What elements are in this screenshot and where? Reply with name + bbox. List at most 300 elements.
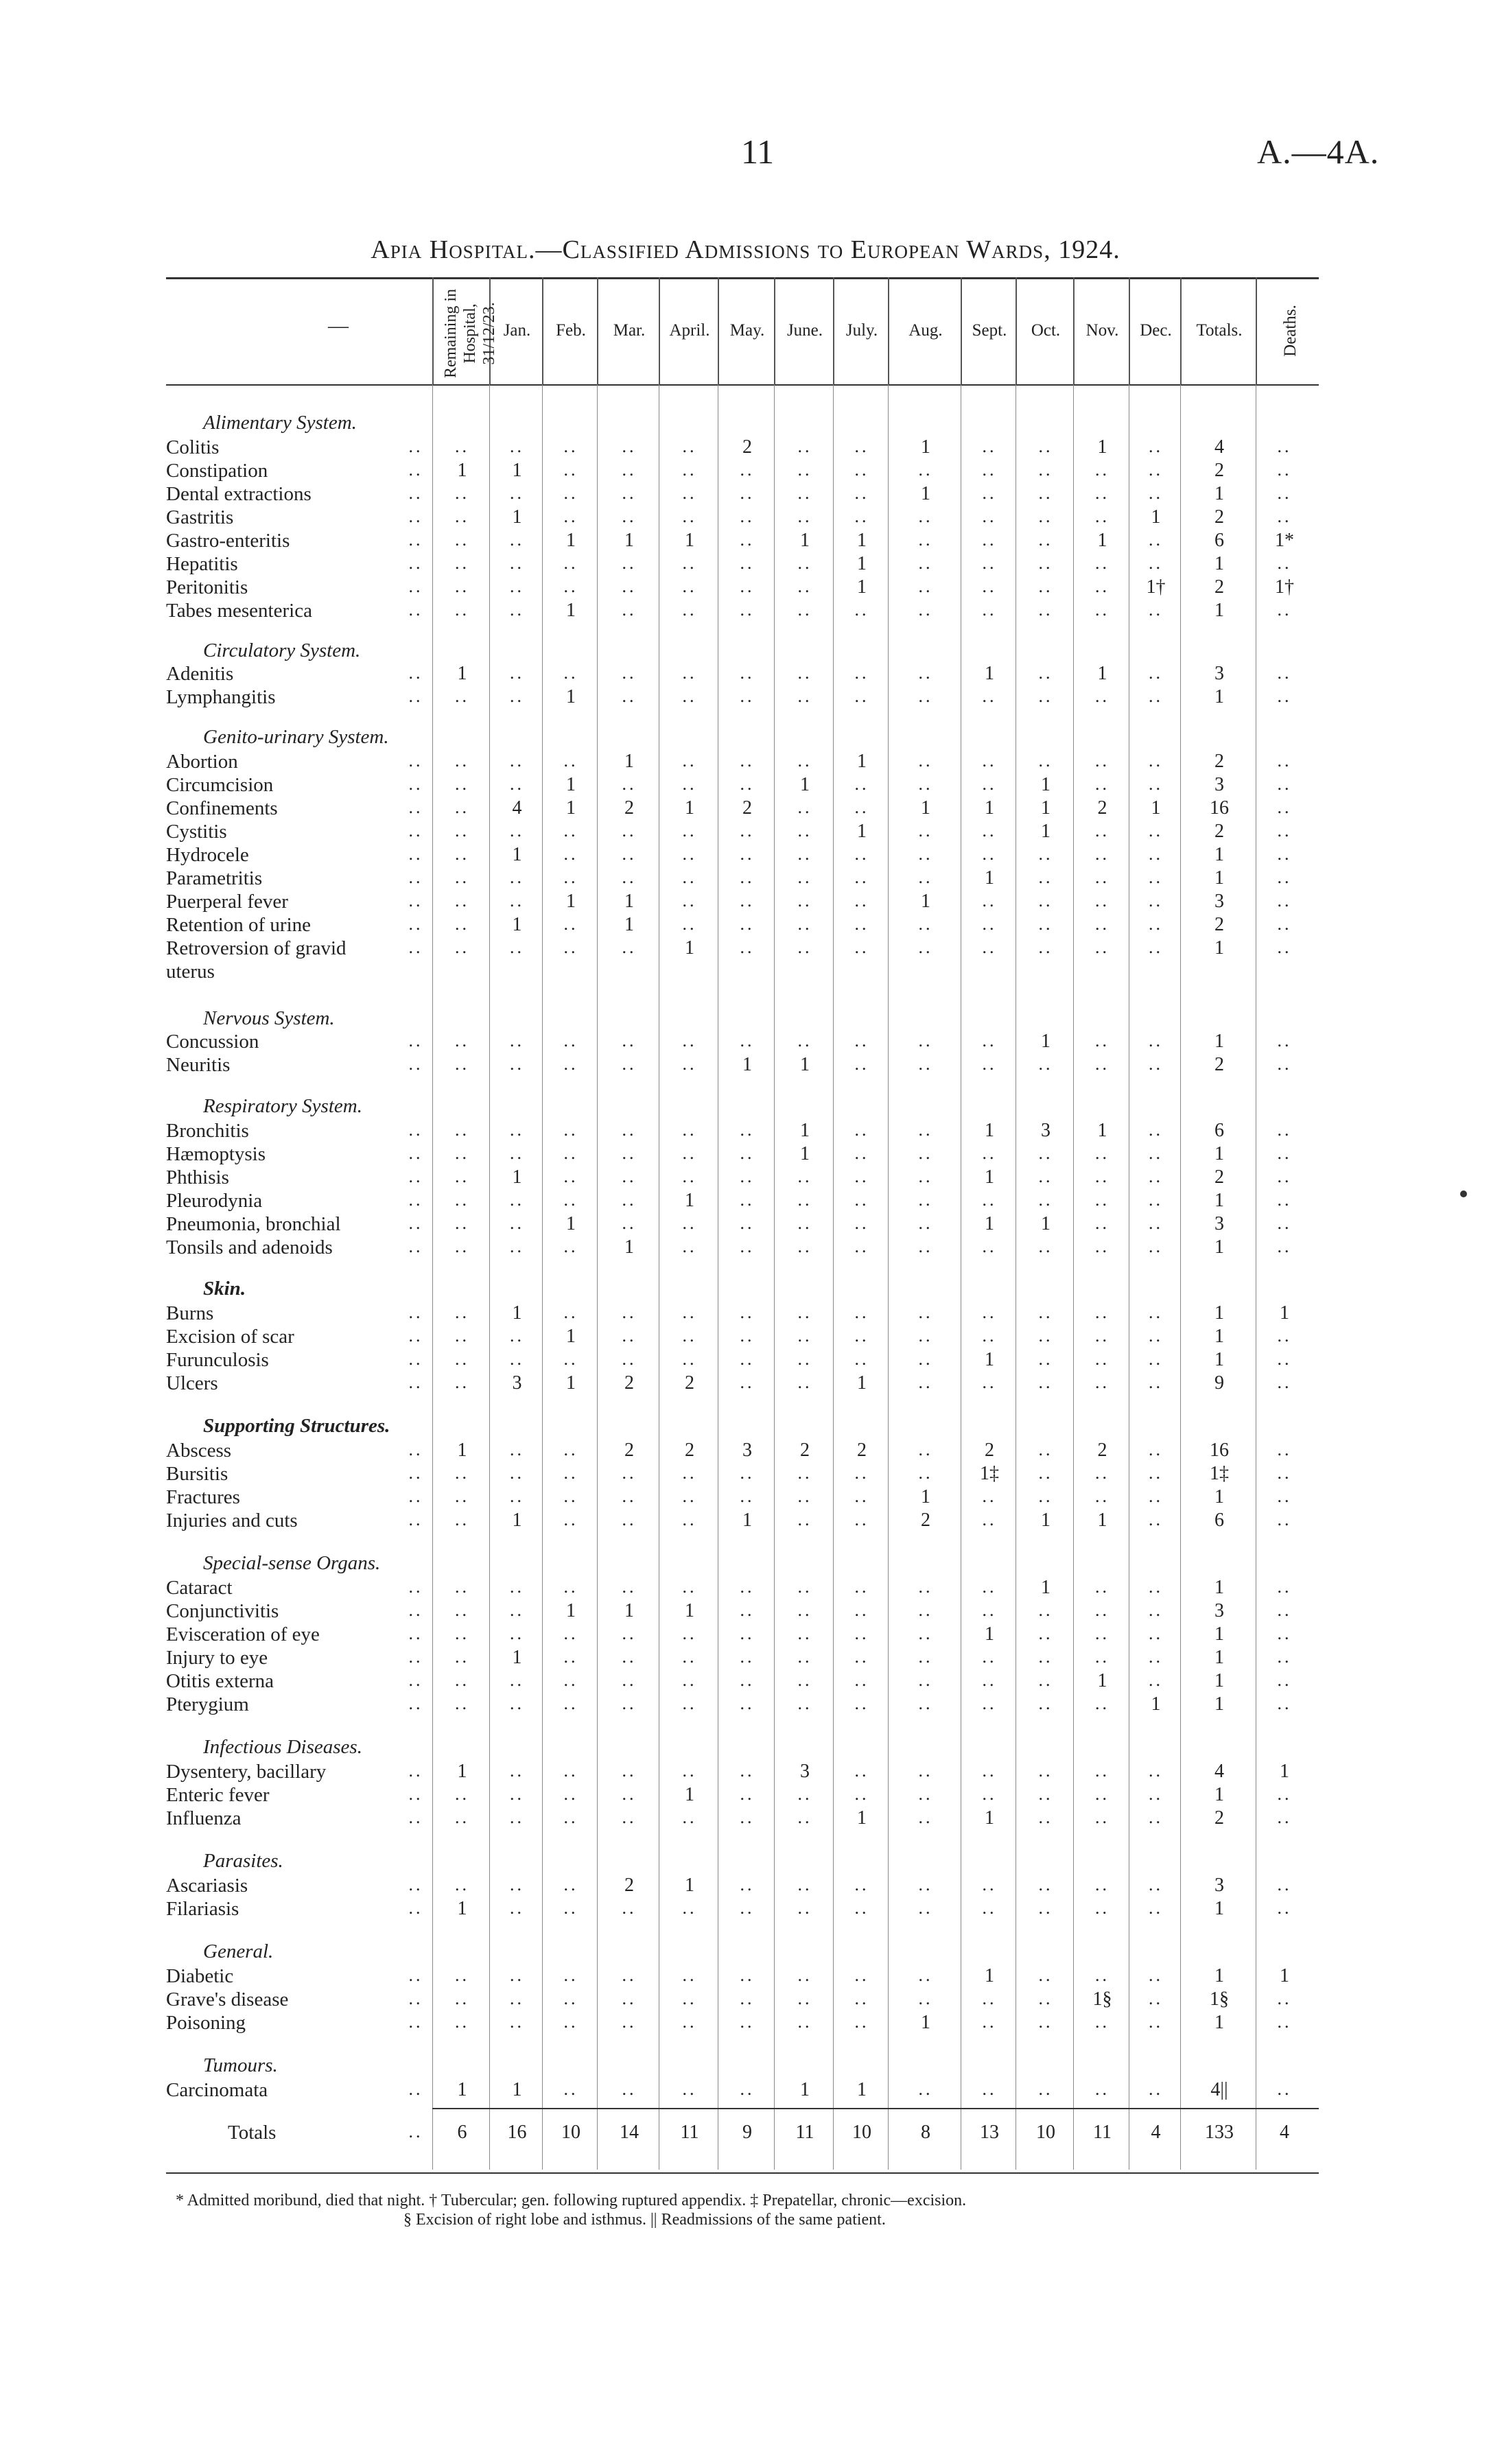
totals-cell: 14 [620,2122,639,2143]
table-cell: .. [982,914,997,934]
table-cell: .. [1277,1807,1292,1827]
table-cell: .. [455,1326,469,1346]
table-cell: .. [563,1965,578,1985]
table-cell: .. [455,1807,469,1827]
table-cell: .. [740,2079,755,2099]
table-cell: .. [1277,553,1292,573]
table-cell: .. [1038,1372,1053,1392]
label-leader-dots: .. [408,867,423,887]
table-cell: 1 [857,576,867,598]
table-cell: .. [563,1190,578,1210]
row-label: Diabetic [166,1965,234,1987]
table-cell: 9 [1214,1372,1224,1394]
table-cell: .. [982,530,997,550]
table-cell: 1 [1280,1761,1289,1782]
section-heading: Infectious Diseases. [203,1736,362,1758]
table-cell: .. [510,1143,524,1163]
table-cell: .. [1095,1031,1110,1051]
table-cell: .. [1149,686,1163,706]
table-cell: 1 [1151,506,1161,528]
table-cell: .. [622,1670,637,1690]
table-cell: .. [1149,1510,1163,1529]
table-cell: .. [510,1486,524,1506]
label-leader-dots: .. [408,1486,423,1506]
table-cell: 1 [800,774,810,795]
table-cell: 1 [566,797,576,819]
table-cell: .. [982,1372,997,1392]
table-cell: 1 [1214,1143,1224,1164]
table-cell: 1 [921,2012,930,2033]
table-cell: .. [622,1510,637,1529]
table-cell: .. [740,2012,755,2032]
table-cell: .. [622,460,637,480]
table-cell: .. [455,2012,469,2032]
row-label: Lymphangitis [166,686,276,708]
table-cell: 1 [985,1349,994,1370]
table-cell: .. [740,1166,755,1186]
row-label: Burns [166,1302,214,1324]
table-cell: .. [510,1807,524,1827]
table-cell: .. [563,1898,578,1918]
table-cell: 1 [1214,1693,1224,1715]
table-cell: .. [740,844,755,864]
table-cell: .. [1095,751,1110,771]
table-cell: .. [797,436,812,456]
table-cell: .. [740,530,755,550]
table-cell: .. [622,483,637,503]
table-cell: .. [1095,1166,1110,1186]
label-leader-dots: .. [408,483,423,503]
table-cell: 1 [857,821,867,842]
table-cell: .. [622,1349,637,1369]
table-cell: 2 [1214,460,1224,481]
table-cell: .. [510,436,524,456]
table-cell: .. [918,1143,933,1163]
totals-cell: 133 [1205,2122,1234,2143]
table-cell: 1 [566,600,576,621]
table-cell: .. [918,867,933,887]
table-cell: .. [455,553,469,573]
table-cell: .. [854,483,869,503]
table-cell: .. [622,1031,637,1051]
table-cell: .. [682,1463,697,1483]
table-cell: .. [1095,1190,1110,1210]
table-cell: 1 [1214,1302,1224,1324]
table-cell: .. [1149,1054,1163,1074]
table-cell: .. [797,600,812,620]
table-cell: .. [740,914,755,934]
table-cell: .. [740,1143,755,1163]
table-cell: .. [982,891,997,911]
row-label: Tabes mesenterica [166,600,312,622]
table-cell: .. [854,663,869,683]
row-label: Otitis externa [166,1670,274,1692]
table-cell: 2 [921,1510,930,1531]
table-cell: .. [510,1349,524,1369]
table-cell: .. [797,576,812,596]
table-cell: .. [1095,600,1110,620]
table-cell: .. [797,663,812,683]
table-cell: .. [854,1190,869,1210]
table-cell: .. [797,506,812,526]
table-cell: .. [918,1898,933,1918]
table-cell: .. [982,2012,997,2032]
table-cell: .. [740,1463,755,1483]
label-leader-dots: .. [408,1623,423,1643]
table-cell: .. [740,1623,755,1643]
header-month-may: May. [729,321,765,340]
totals-cell: 8 [921,2122,930,2143]
label-leader-dots: .. [408,751,423,771]
table-cell: .. [797,1898,812,1918]
table-title: Apia Hospital.—Classified Admissions to European Wards, 1924. [371,235,1120,264]
table-cell: .. [622,1143,637,1163]
section-heading: General. [203,1940,274,1962]
table-cell: 1 [1214,1326,1224,1347]
table-cell: .. [455,1965,469,1985]
table-cell: 1 [1097,530,1107,551]
table-cell: .. [563,436,578,456]
table-cell: .. [1149,1120,1163,1140]
table-cell: .. [854,844,869,864]
table-cell: .. [918,1213,933,1233]
table-cell: .. [797,821,812,841]
table-cell: 1 [512,1510,522,1531]
table-cell: .. [563,1120,578,1140]
table-cell: 1 [457,460,467,481]
table-cell: 1 [921,797,930,819]
table-cell: 6 [1214,1510,1224,1531]
row-label: Colitis [166,436,220,458]
table-cell: 1 [1214,1784,1224,1805]
table-cell: 1 [685,1190,694,1211]
table-cell: .. [622,1054,637,1074]
table-cell: .. [510,1213,524,1233]
table-cell: .. [1038,1486,1053,1506]
table-cell: .. [854,1875,869,1894]
table-cell: .. [682,600,697,620]
table-cell: .. [563,1510,578,1529]
label-leader-dots: .. [408,937,423,957]
table-cell: .. [682,1965,697,1985]
table-cell: 1 [566,1600,576,1621]
table-cell: .. [740,867,755,887]
table-cell: 1 [1214,1236,1224,1258]
table-cell: .. [1095,1143,1110,1163]
table-cell: .. [1277,1349,1292,1369]
table-cell: .. [918,686,933,706]
table-cell: .. [740,1898,755,1918]
totals-cell: 10 [1036,2122,1055,2143]
table-cell: .. [455,1463,469,1483]
table-cell: .. [1038,1190,1053,1210]
table-cell: .. [622,1326,637,1346]
table-cell: 1 [1214,553,1224,574]
table-cell: .. [1149,1440,1163,1459]
row-label: Enteric fever [166,1784,270,1806]
table-cell: 1 [512,914,522,935]
table-cell: .. [740,821,755,841]
table-cell: 6 [1214,530,1224,551]
table-cell: .. [1038,937,1053,957]
row-label: Conjunctivitis [166,1600,279,1622]
table-cell: 2 [624,797,634,819]
table-cell: .. [1038,460,1053,480]
table-cell: .. [622,1647,637,1667]
table-cell: .. [563,1875,578,1894]
table-cell: .. [982,1898,997,1918]
table-cell: .. [1277,1440,1292,1459]
table-cell: .. [682,1623,697,1643]
table-cell: .. [1277,891,1292,911]
table-cell: 2 [857,1440,867,1461]
table-cell: .. [455,937,469,957]
table-cell: 3 [742,1440,752,1461]
footnote-line-1: * Admitted moribund, died that night. † Tubercular; gen. following ruptured appendix. ‡ Prepatellar, chronic—excision. [176,2192,967,2209]
table-cell: .. [1095,1965,1110,1985]
table-cell: .. [563,2012,578,2032]
table-cell: .. [510,1440,524,1459]
table-cell: .. [797,867,812,887]
label-leader-dots: .. [408,553,423,573]
table-cell: .. [797,1600,812,1620]
label-leader-dots: .. [408,506,423,526]
table-cell: .. [1095,821,1110,841]
table-cell: .. [455,576,469,596]
table-cell: .. [1149,1875,1163,1894]
table-cell: .. [1277,1600,1292,1620]
table-cell: 1 [1280,1965,1289,1986]
table-cell: .. [1038,1166,1053,1186]
table-cell: .. [1095,1326,1110,1346]
table-cell: .. [854,1670,869,1690]
table-cell: .. [563,1302,578,1322]
table-cell: 1 [985,1807,994,1829]
row-label: Poisoning [166,2012,246,2034]
table-cell: .. [982,1875,997,1894]
table-cell: .. [1277,600,1292,620]
table-cell: .. [1277,1577,1292,1597]
table-cell: 1 [1214,1623,1224,1645]
row-label: Cataract [166,1577,233,1599]
row-label: Hepatitis [166,553,238,575]
table-cell: 1§ [1210,1988,1229,2010]
table-cell: .. [1095,891,1110,911]
table-cell: .. [854,1577,869,1597]
table-cell: .. [682,1143,697,1163]
header-month-sept: Sept. [972,321,1007,340]
table-cell: .. [510,1190,524,1210]
table-cell: 1† [1275,576,1294,598]
table-cell: 1 [512,844,522,865]
row-label: Tonsils and adenoids [166,1236,333,1258]
table-cell: .. [918,774,933,794]
table-cell: 1 [457,2079,467,2100]
table-cell: .. [740,686,755,706]
table-cell: .. [622,1577,637,1597]
table-cell: .. [1277,483,1292,503]
label-leader-dots: .. [408,797,423,817]
table-cell: .. [1277,774,1292,794]
table-cell: .. [682,1761,697,1781]
table-cell: .. [1277,844,1292,864]
table-cell: 1 [1214,1647,1224,1668]
table-cell: .. [455,1988,469,2008]
table-cell: .. [982,1486,997,1506]
label-leader-dots: .. [408,1166,423,1186]
header-top-rule [166,277,1319,279]
table-cell: .. [1149,2012,1163,2032]
table-cell: .. [1038,1236,1053,1256]
table-cell: .. [563,663,578,683]
table-cell: .. [1095,774,1110,794]
table-cell: .. [1149,1166,1163,1186]
table-cell: 1 [857,1807,867,1829]
table-cell: .. [1038,1988,1053,2008]
table-cell: .. [854,1761,869,1781]
table-cell: .. [982,506,997,526]
table-cell: .. [510,1988,524,2008]
table-cell: .. [1038,1440,1053,1459]
table-cell: .. [1095,1647,1110,1667]
table-cell: 1 [624,1236,634,1258]
table-cell: .. [918,576,933,596]
table-cell: .. [1277,1213,1292,1233]
table-cell: .. [854,1784,869,1804]
table-cell: .. [1095,553,1110,573]
table-cell: 1 [566,1213,576,1234]
table-cell: .. [918,506,933,526]
table-cell: 4 [1214,436,1224,458]
label-leader-dots: .. [408,1988,423,2008]
table-cell: .. [982,1031,997,1051]
table-cell: .. [682,1166,697,1186]
label-leader-dots: .. [408,1875,423,1894]
table-cell: .. [622,1965,637,1985]
table-cell: .. [1149,530,1163,550]
table-cell: 1 [1214,686,1224,707]
table-cell: .. [1149,553,1163,573]
table-cell: .. [854,1600,869,1620]
table-cell: 1 [566,686,576,707]
table-cell: .. [563,1463,578,1483]
row-label: Gastro-enteritis [166,530,290,552]
table-cell: .. [918,1031,933,1051]
table-cell: .. [682,1647,697,1667]
label-leader-dots: .. [408,1965,423,1985]
table-cell: .. [797,1875,812,1894]
table-cell: .. [682,1510,697,1529]
table-cell: .. [622,1807,637,1827]
table-cell: .. [797,914,812,934]
table-cell: .. [982,600,997,620]
table-cell: .. [854,1120,869,1140]
table-cell: .. [563,1166,578,1186]
table-cell: .. [1095,1875,1110,1894]
table-cell: .. [563,1486,578,1506]
table-cell: .. [740,1302,755,1322]
table-cell: .. [510,553,524,573]
table-cell: .. [455,1302,469,1322]
table-cell: .. [797,891,812,911]
table-cell: .. [1038,530,1053,550]
table-cell: 1 [1214,1670,1224,1691]
totals-cell: 11 [680,2122,699,2143]
row-label: Hydrocele [166,844,249,866]
table-cell: .. [1095,914,1110,934]
table-cell: .. [563,1440,578,1459]
table-cell: .. [1277,663,1292,683]
table-cell: 1 [457,1761,467,1782]
table-cell: .. [682,483,697,503]
table-cell: 2 [1214,1807,1224,1829]
table-cell: .. [682,1054,697,1074]
table-cell: .. [455,506,469,526]
table-cell: .. [740,1784,755,1804]
table-cell: 2 [742,797,752,819]
table-cell: 1 [685,1600,694,1621]
table-cell: .. [797,1577,812,1597]
label-leader-dots: .. [408,1440,423,1459]
table-cell: .. [1095,1623,1110,1643]
label-leader-dots: .. [408,821,423,841]
table-cell: .. [797,1784,812,1804]
table-cell: .. [982,576,997,596]
table-cell: .. [682,1670,697,1690]
table-cell: 4|| [1210,2079,1228,2100]
label-leader-dots: .. [408,891,423,911]
table-cell: .. [854,436,869,456]
table-cell: .. [1149,1784,1163,1804]
row-label: Constipation [166,460,268,482]
header-bottom-rule [166,384,1319,386]
table-cell: .. [682,914,697,934]
table-cell: .. [1149,844,1163,864]
table-cell: .. [1095,2079,1110,2099]
totals-cell: 4 [1280,2122,1289,2143]
table-cell: .. [797,751,812,771]
table-cell: .. [797,797,812,817]
table-cell: .. [1149,1143,1163,1163]
table-cell: 1 [512,2079,522,2100]
row-label: Retroversion of gravid [166,937,347,959]
table-cell: 1 [1214,1577,1224,1598]
table-cell: 1 [921,1486,930,1507]
table-cell: .. [797,1988,812,2008]
table-cell: .. [682,2079,697,2099]
table-cell: .. [1095,1236,1110,1256]
table-cell: .. [622,2079,637,2099]
table-cell: 1 [985,797,994,819]
totals-leader-dots: .. [408,2122,423,2142]
table-cell: 1 [857,751,867,772]
table-cell: .. [563,1623,578,1643]
table-cell: 1 [1097,1510,1107,1531]
table-cell: 1 [1097,1120,1107,1141]
table-cell: .. [740,483,755,503]
table-cell: .. [1149,1898,1163,1918]
table-cell: .. [740,1965,755,1985]
row-label: Furunculosis [166,1349,269,1371]
table-cell: .. [797,1693,812,1713]
table-cell: .. [854,1143,869,1163]
table-cell: .. [1277,821,1292,841]
table-cell: .. [510,751,524,771]
row-label: Injuries and cuts [166,1510,298,1532]
table-cell: .. [854,1463,869,1483]
table-cell: .. [918,1326,933,1346]
table-cell: .. [682,1693,697,1713]
